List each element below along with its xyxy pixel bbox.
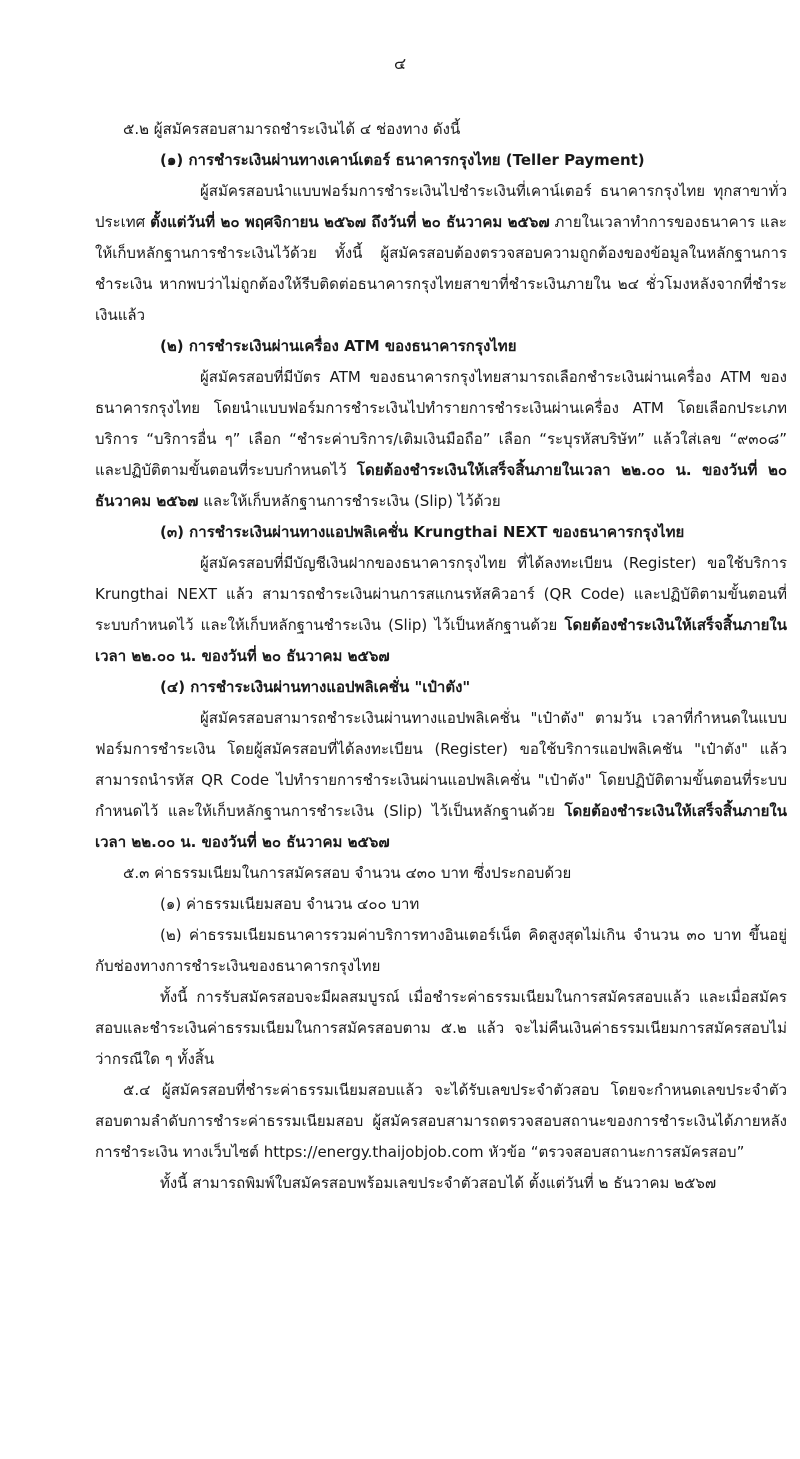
- fee-item-2: (๒) ค่าธรรมเนียมธนาคารรวมค่าบริการทางอินเตอร์เน็ต คิดสูงสุดไม่เกิน จำนวน ๓๐ บาท ขึ้นอยู่กับช่องทางการชำระเงินของธนาคารกรุงไทย: [95, 926, 787, 975]
- method-1-heading: (๑) การชำระเงินผ่านทางเคาน์เตอร์ ธนาคารกรุงไทย (Teller Payment): [160, 151, 645, 169]
- method-3-deadline: โดยต้องชำระเงินให้เสร็จสิ้นภายในเวลา ๒๒.๐๐ น. ของวันที่ ๒๐ ธันวาคม ๒๕๖๗: [95, 616, 787, 665]
- method-1-deadline: ตั้งแต่วันที่ ๒๐ พฤศจิกายน ๒๕๖๗ ถึงวันที่ ๒๐ ธันวาคม ๒๕๖๗: [150, 213, 550, 231]
- method-4-deadline: โดยต้องชำระเงินให้เสร็จสิ้นภายในเวลา ๒๒.๐๐ น. ของวันที่ ๒๐ ธันวาคม ๒๕๖๗: [95, 802, 787, 851]
- page-number: ๔: [393, 54, 407, 73]
- fee-item-1: (๑) ค่าธรรมเนียมสอบ จำนวน ๔๐๐ บาท: [160, 895, 420, 913]
- method-4-text: ผู้สมัครสอบสามารถชำระเงินผ่านทางแอปพลิเคชั่น "เป๋าตัง" ตามวัน เวลาที่กำหนดในแบบฟอร์มการชำระเงิน โดยผู้สมัครสอบที่ได้ลงทะเบียน (Register) ขอใช้บริการแอปพลิเคชัน "เป๋าตัง" แล้วสามารถนำรหัส QR Code ไปทำรายการชำระเงินผ่านแอปพลิเคชั่น "เป๋าตัง" โดยปฏิบัติตามขั้นตอนที่ระบบกำหนดไว้ และให้เก็บหลักฐานการชำระเงิน (Slip) ไว้เป็นหลักฐานด้วย โดยต้องชำระเงินให้เสร็จสิ้นภายในเวลา ๒๒.๐๐ น. ของวันที่ ๒๐ ธันวาคม ๒๕๖๗: [95, 709, 787, 851]
- method-4-heading: (๔) การชำระเงินผ่านทางแอปพลิเคชั่น "เป๋าตัง": [160, 678, 471, 696]
- section-5-3-title: ๕.๓ ค่าธรรมเนียมในการสมัครสอบ จำนวน ๔๓๐ บาท ซึ่งประกอบด้วย: [123, 864, 572, 882]
- section-5-2-title: ๕.๒ ผู้สมัครสอบสามารถชำระเงินได้ ๔ ช่องทาง ดังนี้: [123, 120, 461, 138]
- document-body: [95, 114, 787, 1199]
- method-2-heading: (๒) การชำระเงินผ่านเครื่อง ATM ของธนาคารกรุงไทย: [160, 337, 517, 355]
- method-2-text: ผู้สมัครสอบที่มีบัตร ATM ของธนาคารกรุงไทยสามารถเลือกชำระเงินผ่านเครื่อง ATM ของธนาคารกรุงไทย โดยนำแบบฟอร์มการชำระเงินไปทำรายการชำระเงินผ่านเครื่อง ATM โดยเลือกประเภทบริการ “บริการอื่น ๆ” เลือก “ชำระค่าบริการ/เติมเงินมือถือ” เลือก “ระบุรหัสบริษัท” แล้วใส่เลข “๙๓๐๘” และปฏิบัติตามขั้นตอนที่ระบบกำหนดไว้ โดยต้องชำระเงินให้เสร็จสิ้นภายในเวลา ๒๒.๐๐ น. ของวันที่ ๒๐ ธันวาคม ๒๕๖๗ และให้เก็บหลักฐานการชำระเงิน (Slip) ไว้ด้วย: [95, 368, 787, 510]
- method-1-text: ผู้สมัครสอบนำแบบฟอร์มการชำระเงินไปชำระเงินที่เคาน์เตอร์ ธนาคารกรุงไทย ทุกสาขาทั่วประเทศ ตั้งแต่วันที่ ๒๐ พฤศจิกายน ๒๕๖๗ ถึงวันที่ ๒๐ ธันวาคม ๒๕๖๗ ภายในเวลาทำการของธนาคาร และให้เก็บหลักฐานการชำระเงินไว้ด้วย ทั้งนี้ ผู้สมัครสอบต้องตรวจสอบความถูกต้องของข้อมูลในหลักฐานการชำระเงิน หากพบว่าไม่ถูกต้องให้รีบติดต่อธนาคารกรุงไทยสาขาที่ชำระเงินภายใน ๒๔ ชั่วโมงหลังจากที่ชำระเงินแล้ว: [95, 182, 787, 324]
- section-5-4-text: ๕.๔ ผู้สมัครสอบที่ชำระค่าธรรมเนียมสอบแล้ว จะได้รับเลขประจำตัวสอบ โดยจะกำหนดเลขประจำตัวสอบตามลำดับการชำระค่าธรรมเนียมสอบ ผู้สมัครสอบสามารถตรวจสอบสถานะของการชำระเงินได้ภายหลังการชำระเงิน ทางเว็บไซต์ https://energy.thaijobjob.com หัวข้อ “ตรวจสอบสถานะการสมัครสอบ”: [95, 1081, 787, 1161]
- method-2-deadline: โดยต้องชำระเงินให้เสร็จสิ้นภายในเวลา ๒๒.๐๐ น. ของวันที่ ๒๐ ธันวาคม ๒๕๖๗: [95, 461, 787, 510]
- fee-note: ทั้งนี้ การรับสมัครสอบจะมีผลสมบูรณ์ เมื่อชำระค่าธรรมเนียมในการสมัครสอบแล้ว และเมื่อสมัครสอบและชำระเงินค่าธรรมเนียมในการสมัครสอบตาม ๕.๒ แล้ว จะไม่คืนเงินค่าธรรมเนียมการสมัครสอบไม่ว่ากรณีใด ๆ ทั้งสิ้น: [95, 988, 787, 1068]
- method-3-text: ผู้สมัครสอบที่มีบัญชีเงินฝากของธนาคารกรุงไทย ที่ได้ลงทะเบียน (Register) ขอใช้บริการ Krungthai NEXT แล้ว สามารถชำระเงินผ่านการสแกนรหัสคิวอาร์ (QR Code) และปฏิบัติตามขั้นตอนที่ระบบกำหนดไว้ และให้เก็บหลักฐานชำระเงิน (Slip) ไว้เป็นหลักฐานด้วย โดยต้องชำระเงินให้เสร็จสิ้นภายในเวลา ๒๒.๐๐ น. ของวันที่ ๒๐ ธันวาคม ๒๕๖๗: [95, 554, 787, 665]
- print-note: ทั้งนี้ สามารถพิมพ์ใบสมัครสอบพร้อมเลขประจำตัวสอบได้ ตั้งแต่วันที่ ๒ ธันวาคม ๒๕๖๗: [160, 1174, 717, 1192]
- method-3-heading: (๓) การชำระเงินผ่านทางแอปพลิเคชั่น Krungthai NEXT ของธนาคารกรุงไทย: [160, 523, 685, 541]
